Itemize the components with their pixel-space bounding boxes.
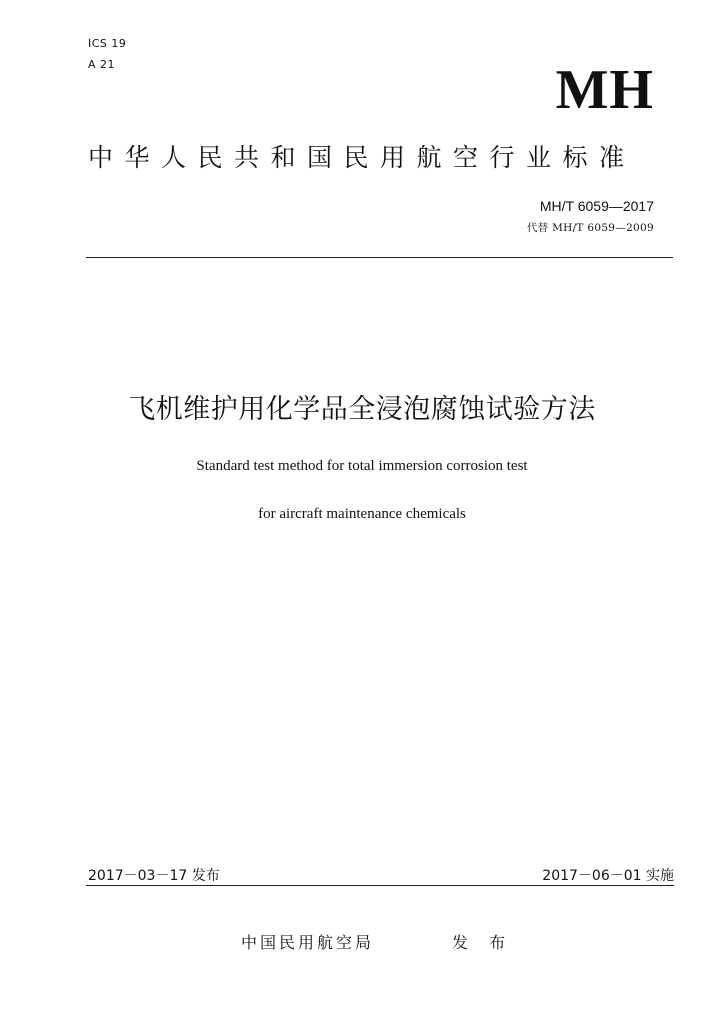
title-english-line1: Standard test method for total immersion corrosion test: [196, 458, 528, 474]
ccs-code: A 21: [88, 58, 116, 71]
title-chinese: 飞机维护用化学品全浸泡腐蚀试验方法: [128, 394, 596, 425]
footer-divider: [86, 885, 674, 886]
title-english-line2: for aircraft maintenance chemicals: [258, 506, 466, 522]
classification-codes: [88, 37, 126, 79]
publish-date: 2017－03－17 发布: [88, 868, 220, 884]
header-divider: [86, 257, 673, 258]
issuer: 中国民用航空局: [241, 933, 375, 952]
implement-date: 2017－06－01 实施: [542, 868, 674, 884]
standard-number: MH/T 6059—2017: [539, 198, 654, 214]
mh-logo: MH: [555, 59, 654, 121]
replaces-standard: 代替 MH/T 6059—2009: [526, 222, 654, 234]
organization-title: 中华人民共和国民用航空行业标准: [88, 143, 636, 172]
issue-word: 发 布: [452, 933, 514, 952]
ics-code: ICS 19: [88, 37, 127, 50]
